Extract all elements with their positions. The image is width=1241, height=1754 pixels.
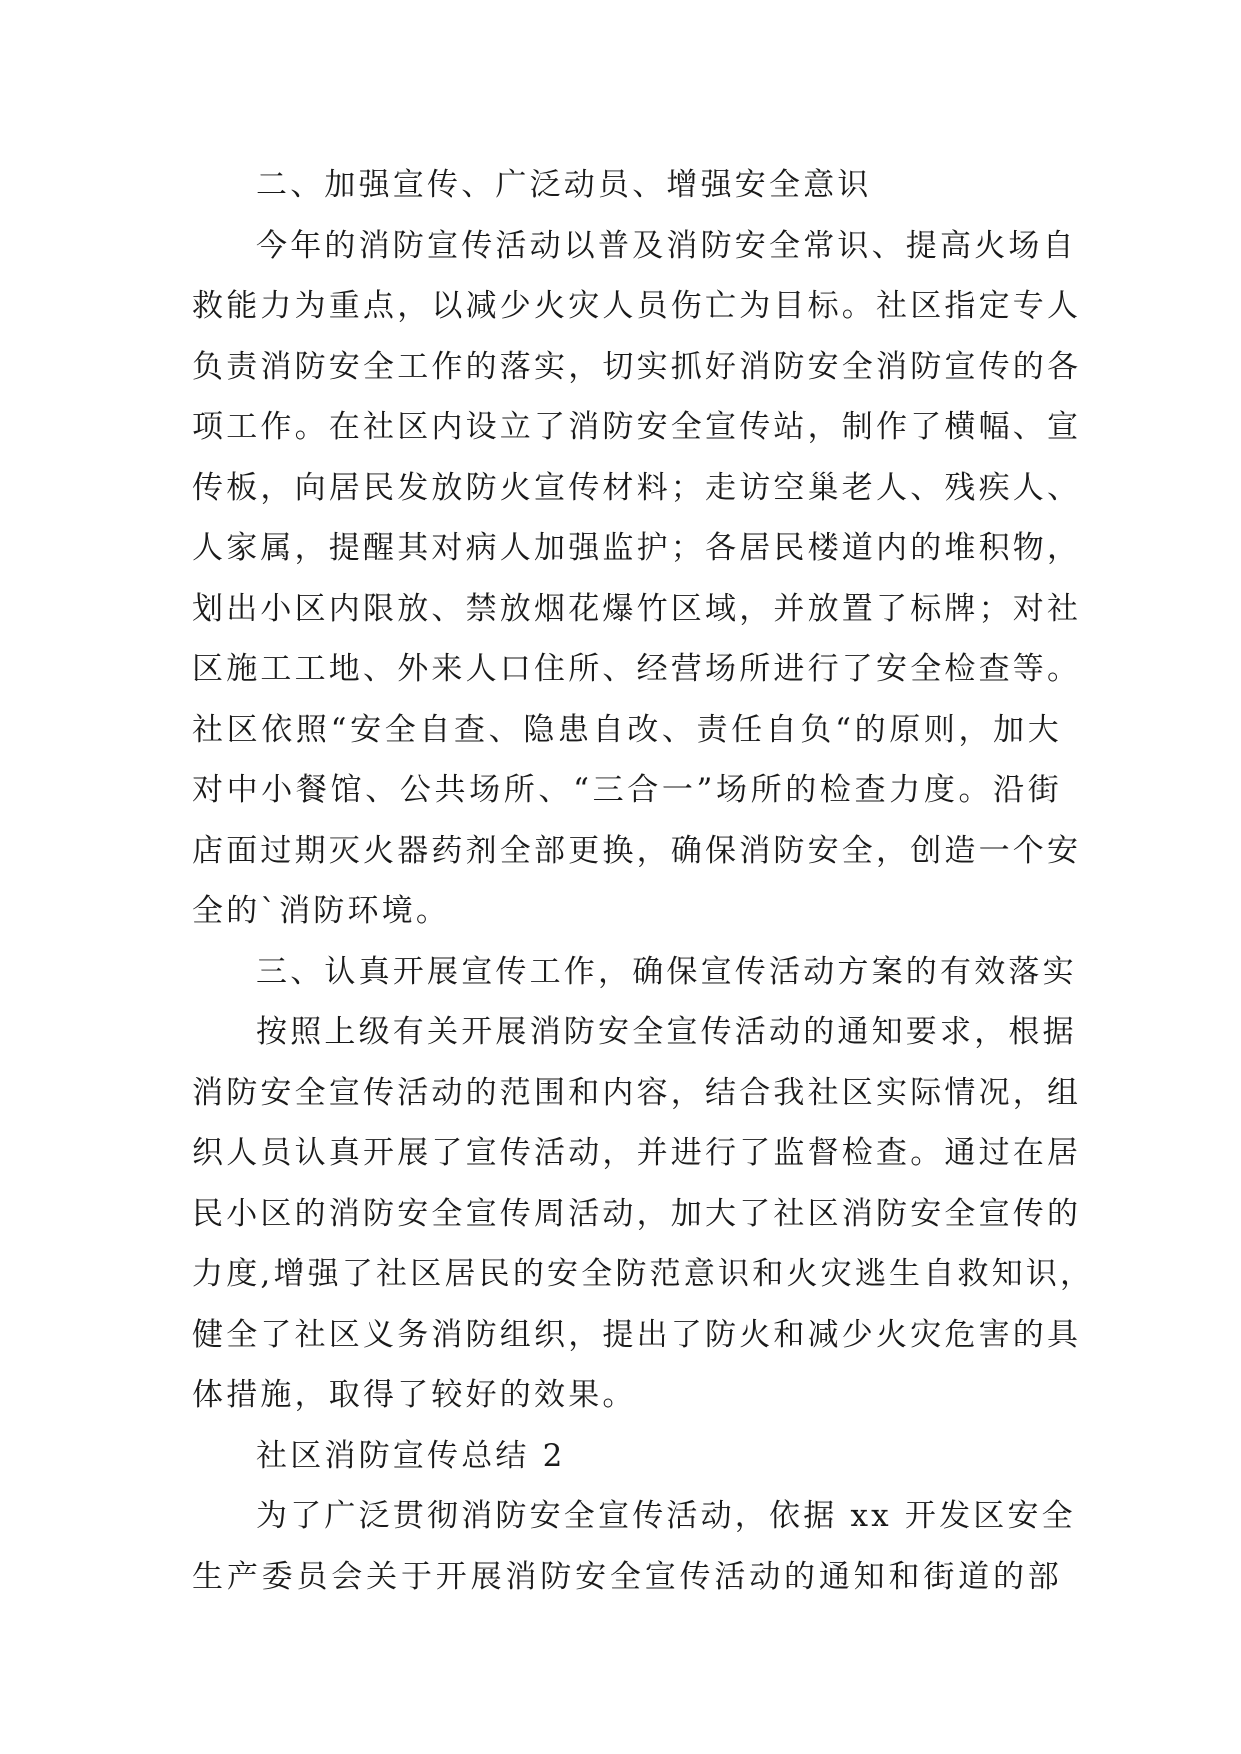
- paragraph-line: 救能力为重点，以减少火灾人员伤亡为目标。社区指定专人: [192, 288, 1082, 324]
- section-heading-2: 二、加强宣传、广泛动员、增强安全意识: [256, 167, 872, 203]
- paragraph-line: 负责消防安全工作的落实，切实抓好消防安全消防宣传的各: [192, 348, 1082, 385]
- paragraph-line: 人家属，提醒其对病人加强监护；各居民楼道内的堆积物，: [192, 530, 1082, 566]
- section-heading-3: 三、认真开展宣传工作，确保宣传活动方案的有效落实: [256, 953, 1077, 990]
- paragraph-line: 民小区的消防安全宣传周活动，加大了社区消防安全宣传的: [192, 1195, 1082, 1232]
- paragraph-line: 项工作。在社区内设立了消防安全宣传站，制作了横幅、宣: [192, 409, 1082, 445]
- paragraph-line: 为了广泛贯彻消防安全宣传活动，依据 xx 开发区安全: [256, 1498, 1076, 1534]
- paragraph-line: 按照上级有关开展消防安全宣传活动的通知要求，根据: [256, 1014, 1077, 1050]
- paragraph-line: 织人员认真开展了宣传活动，并进行了监督检查。通过在居: [192, 1135, 1082, 1171]
- paragraph-line: 全的`消防环境。: [192, 893, 451, 929]
- document-subtitle: 社区消防宣传总结 2: [256, 1437, 566, 1474]
- paragraph-line: 体措施，取得了较好的效果。: [192, 1377, 637, 1413]
- paragraph-line: 店面过期灭火器药剂全部更换，确保消防安全，创造一个安: [192, 832, 1082, 869]
- paragraph-line: 生产委员会关于开展消防安全宣传活动的通知和街道的部: [192, 1558, 1062, 1595]
- document-body: [192, 155, 1095, 1607]
- paragraph-line: 今年的消防宣传活动以普及消防安全常识、提高火场自: [256, 227, 1077, 264]
- paragraph-line: 力度,增强了社区居民的安全防范意识和火灾逃生自救知识，: [192, 1256, 1095, 1292]
- paragraph-line: 区施工工地、外来人口住所、经营场所进行了安全检查等。: [192, 651, 1082, 687]
- paragraph-line: 对中小餐馆、公共场所、“三合一”场所的检查力度。沿街: [192, 772, 1062, 808]
- paragraph-line: 社区依照“安全自查、隐患自改、责任自负“的原则，加大: [192, 711, 1062, 748]
- paragraph-line: 消防安全宣传活动的范围和内容，结合我社区实际情况，组: [192, 1074, 1082, 1111]
- paragraph-line: 划出小区内限放、禁放烟花爆竹区域，并放置了标牌；对社: [192, 590, 1082, 627]
- paragraph-line: 健全了社区义务消防组织，提出了防火和减少火灾危害的具: [192, 1316, 1082, 1353]
- paragraph-line: 传板，向居民发放防火宣传材料；走访空巢老人、残疾人、: [192, 469, 1082, 506]
